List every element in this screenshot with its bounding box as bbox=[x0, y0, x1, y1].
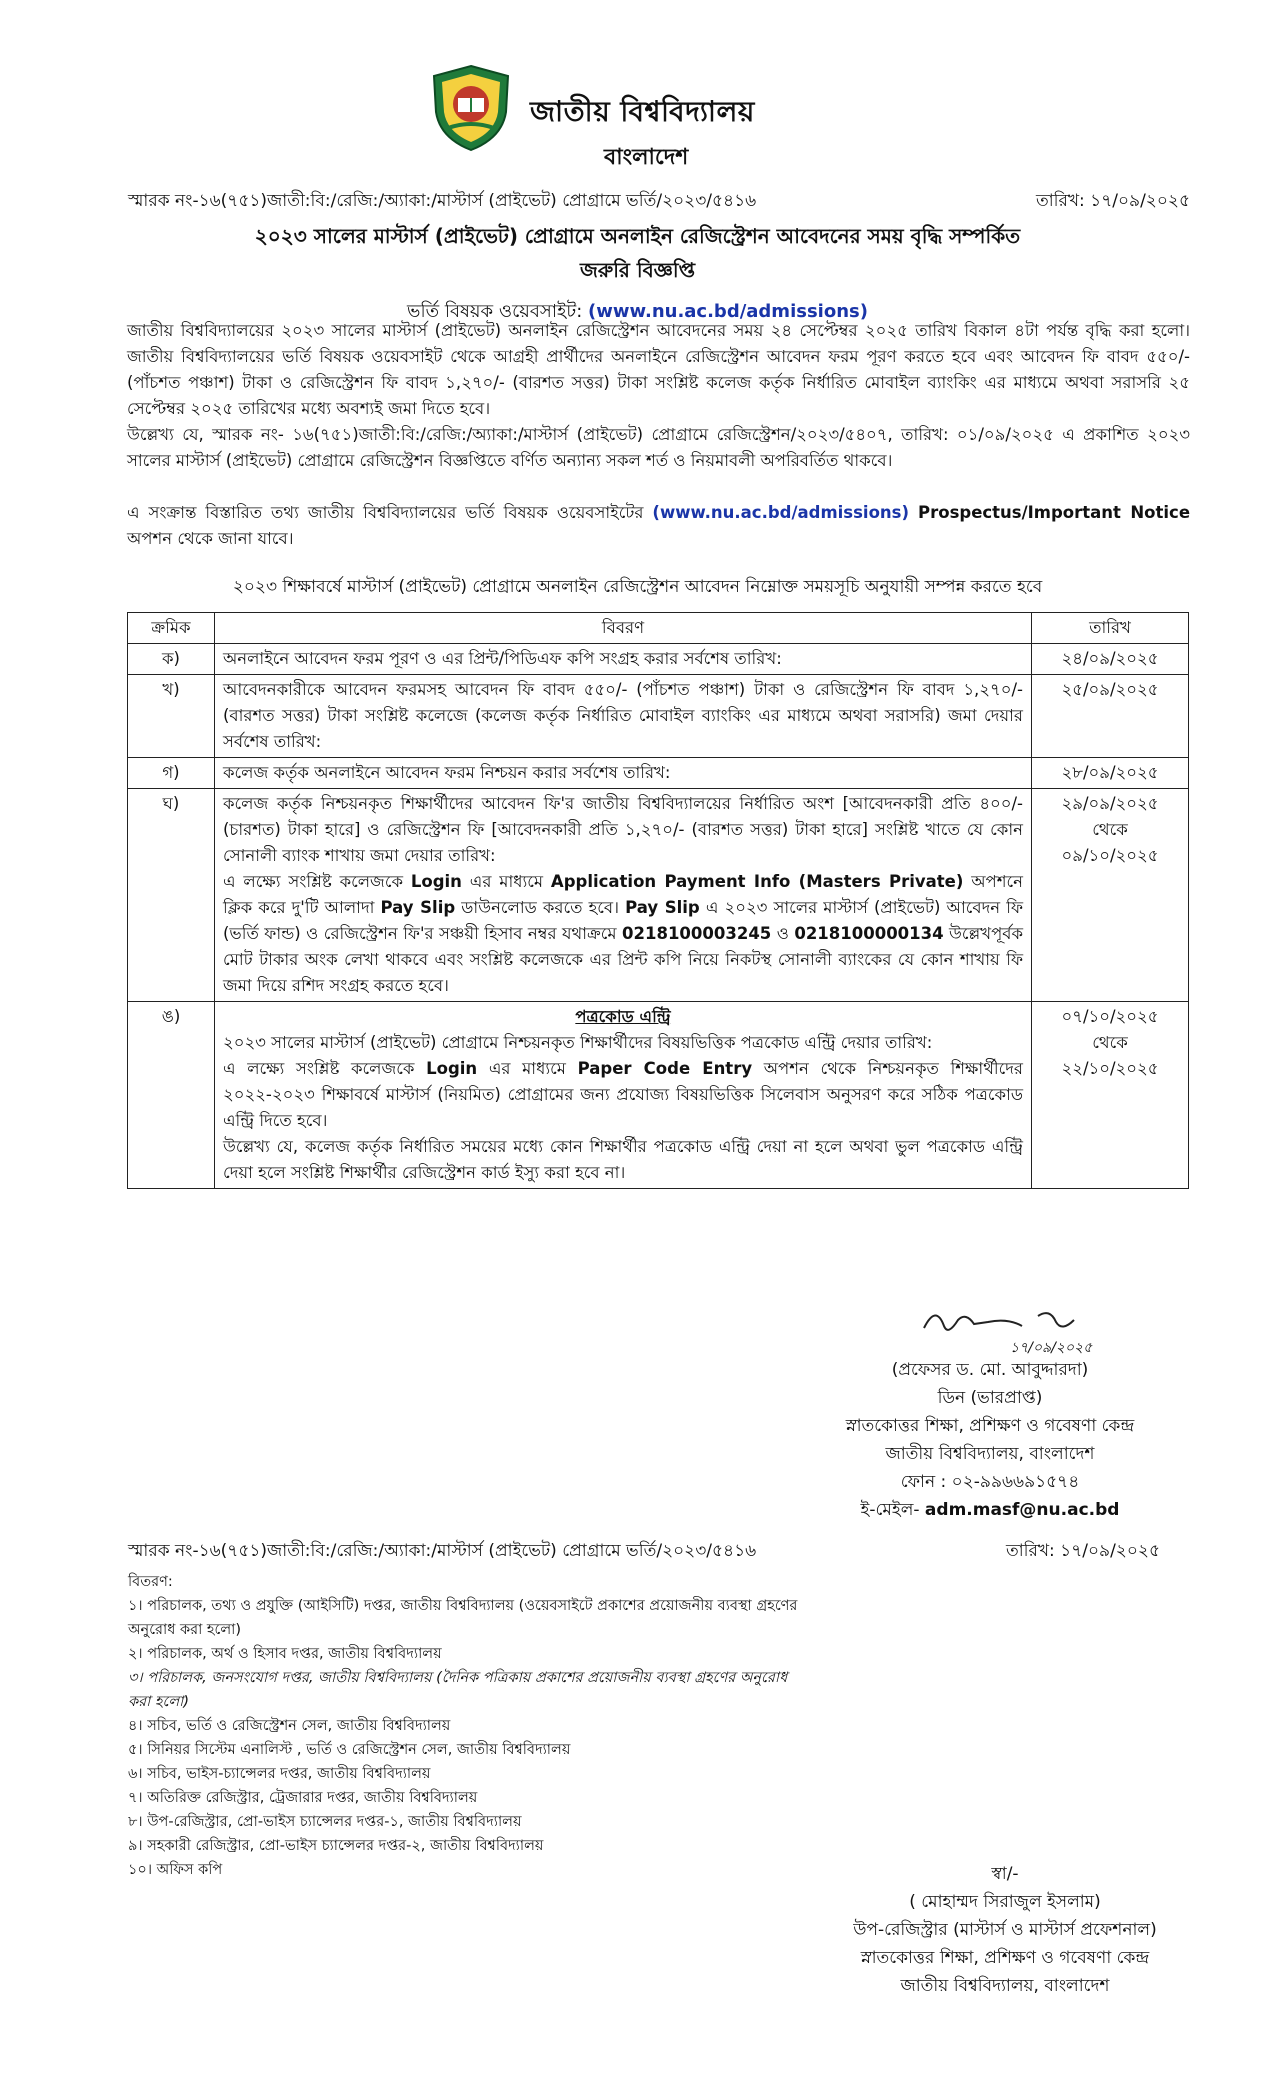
pay-slip-term: Pay Slip bbox=[380, 898, 456, 917]
date-to: ০৯/১০/২০২৫ bbox=[1061, 846, 1159, 865]
signature-date: ১৭/০৯/২০২৫ bbox=[1010, 1340, 1093, 1356]
paragraph-details bbox=[127, 500, 1190, 552]
row-serial: ঘ) bbox=[128, 789, 215, 1002]
distribution-list bbox=[128, 1570, 808, 1882]
signatory2-designation: উপ-রেজিস্ট্রার (মাস্টার্স ও মাস্টার্স প্রফেশনাল) bbox=[853, 1920, 1157, 1940]
paper-code-warning: উল্লেখ্য যে, কলেজ কর্তৃক নির্ধারিত সময়ের মধ্যে কোন শিক্ষার্থীর পত্রকোড এন্ট্রি দেয়া না হলে অথবা ভুল পত্রকোড এন্ট্রি দেয়া হলে সংশ্লিষ্ট শিক্ষার্থীর রেজিস্ট্রেশন কার্ড ইস্যু করা হবে না। bbox=[223, 1137, 1024, 1182]
date-separator: থেকে bbox=[1092, 820, 1128, 839]
distribution-title: বিতরণ: bbox=[128, 1574, 173, 1590]
login-term: Login bbox=[410, 872, 462, 891]
row-description: কলেজ কর্তৃক অনলাইনে আবেদন ফরম নিশ্চয়ন করার সর্বশেষ তারিখ: bbox=[215, 758, 1032, 789]
row-date: ২৮/০৯/২০২৫ bbox=[1032, 758, 1189, 789]
notice-title: ২০২৩ সালের মাস্টার্স (প্রাইভেট) প্রোগ্রামে অনলাইন রেজিস্ট্রেশন আবেদনের সময় বৃদ্ধি সম্পর্কিত bbox=[254, 224, 1021, 248]
row-description bbox=[215, 789, 1032, 1002]
list-item: ৩। পরিচালক, জনসংযোগ দপ্তর, জাতীয় বিশ্ববিদ্যালয় (দৈনিক পত্রিকায় প্রকাশের প্রয়োজনীয় ব্যবস্থা গ্রহণের অনুরোধ করা হলো) bbox=[128, 1670, 788, 1710]
memo-date: তারিখ: ১৭/০৯/২০২৫ bbox=[1035, 191, 1190, 211]
university-name: জাতীয় বিশ্ববিদ্যালয় bbox=[530, 95, 755, 128]
schedule-table bbox=[127, 612, 1189, 1189]
paragraph-conditions: উল্লেখ্য যে, স্মারক নং- ১৬(৭৫১)জাতী:বি:/রেজি:/অ্যাকা:/মাস্টার্স (প্রাইভেট) প্রোগ্রামে রেজিস্ট্রেশন/২০২৩/৫৪০৭, তারিখ: ০১/০৯/২০২৫ এ প্রকাশিত ২০২৩ সালের মাস্টার্স (প্রাইভেট) প্রোগ্রামে রেজিস্ট্রেশন বিজ্ঞপ্তিতে বর্ণিত অন্যান্য সকল শর্ত ও নিয়মাবলী অপরিবর্তিত থাকবে। bbox=[127, 425, 1190, 470]
email-label: ই-মেইল- bbox=[860, 1500, 920, 1520]
list-item: ২। পরিচালক, অর্থ ও হিসাব দপ্তর, জাতীয় বিশ্ববিদ্যালয় bbox=[128, 1646, 442, 1662]
payment-instruction-5: এ ২০২৩ সালের মাস্টার্স (প্রাইভেট) আবেদন ফি (ভর্তি ফান্ড) ও রেজিস্ট্রেশন ফি'র সঞ্চয়ী হিসাব নম্বর যথাক্রমে bbox=[223, 898, 1024, 943]
signatory-name: (প্রফেসর ড. মো. আবুদ্দারদা) bbox=[891, 1360, 1089, 1380]
payment-instruction-3: অপশনে ক্লিক করে দু'টি আলাদা bbox=[223, 872, 1023, 917]
details-website-link[interactable]: (www.nu.ac.bd/admissions) bbox=[652, 503, 910, 522]
payment-instruction-6: উল্লেখপূর্বক মোট টাকার অংক লেখা থাকবে এবং সংশ্লিষ্ট কলেজকে এর প্রিন্ট কপি নিয়ে নিকটস্থ সোনালী ব্যাংকের যে কোন শাখায় ফি জমা দিয়ে রশিদ সংগ্রহ করতে হবে। bbox=[223, 924, 1024, 995]
memo-reference: স্মারক নং-১৬(৭৫১)জাতী:বি:/রেজি:/অ্যাকা:/মাস্টার্স (প্রাইভেট) প্রোগ্রামে ভর্তি/২০২৩/৫৪১৬ bbox=[128, 191, 757, 211]
table-row bbox=[128, 1002, 1189, 1189]
notice-subtitle: জরুরি বিজ্ঞপ্তি bbox=[579, 258, 696, 282]
row-serial: খ) bbox=[128, 675, 215, 758]
details-text-end: অপশন থেকে জানা যাবে। bbox=[127, 529, 294, 548]
date-from: ২৯/০৯/২০২৫ bbox=[1061, 794, 1159, 813]
list-item: ১। পরিচালক, তথ্য ও প্রযুক্তি (আইসিটি) দপ্তর, জাতীয় বিশ্ববিদ্যালয় (ওয়েবসাইটে প্রকাশের প্রয়োজনীয় ব্যবস্থা গ্রহণের অনুরোধ করা হলো) bbox=[128, 1598, 798, 1638]
website-label: ভর্তি বিষয়ক ওয়েবসাইট: bbox=[407, 301, 583, 322]
col-serial: ক্রমিক bbox=[128, 613, 215, 644]
row-date bbox=[1032, 1002, 1189, 1189]
paper-code-instruction: এ লক্ষ্যে সংশ্লিষ্ট কলেজকে bbox=[223, 1059, 415, 1078]
row-description: অনলাইনে আবেদন ফরম পূরণ ও এর প্রিন্ট/পিডিএফ কপি সংগ্রহ করার সর্বশেষ তারিখ: bbox=[215, 644, 1032, 675]
paper-code-entry-option: Paper Code Entry bbox=[577, 1059, 753, 1078]
row-date: ২৪/০৯/২০২৫ bbox=[1032, 644, 1189, 675]
row-date: ২৫/০৯/২০২৫ bbox=[1032, 675, 1189, 758]
paper-code-instruction-3: অপশন থেকে নিশ্চয়নকৃত শিক্ষার্থীদের ২০২২-২০২৩ শিক্ষাবর্ষে মাস্টার্স (নিয়মিত) প্রোগ্রামের জন্য প্রযোজ্য বিষয়ভিত্তিক সিলেবাস অনুসরণ করে সঠিক পত্রকোড এন্ট্রি দিতে হবে। bbox=[223, 1059, 1023, 1130]
table-row bbox=[128, 758, 1189, 789]
signatory-email-line bbox=[790, 1496, 1190, 1524]
row-serial: ঙ) bbox=[128, 1002, 215, 1189]
list-item: ৮। উপ-রেজিস্ট্রার, প্রো-ভাইস চ্যান্সেলর দপ্তর-১, জাতীয় বিশ্ববিদ্যালয় bbox=[128, 1814, 522, 1830]
website-link[interactable]: (www.nu.ac.bd/admissions) bbox=[588, 301, 868, 322]
prospectus-option: Prospectus/Important Notice bbox=[918, 503, 1191, 522]
account-number-1: 0218100003245 bbox=[622, 924, 772, 943]
conjunction: ও bbox=[776, 924, 789, 943]
list-item: ৯। সহকারী রেজিস্ট্রার, প্রো-ভাইস চ্যান্সেলর দপ্তর-২, জাতীয় বিশ্ববিদ্যালয় bbox=[128, 1838, 544, 1854]
signatory-phone: ফোন : ০২-৯৯৬৬৯১৫৭৪ bbox=[900, 1472, 1080, 1492]
date-from: ০৭/১০/২০২৫ bbox=[1061, 1007, 1159, 1026]
email-link[interactable]: adm.masf@nu.ac.bd bbox=[924, 1500, 1120, 1520]
account-number-2: 0218100000134 bbox=[794, 924, 944, 943]
row-serial: ক) bbox=[128, 644, 215, 675]
list-item: ৬। সচিব, ভাইস-চ্যান্সেলর দপ্তর, জাতীয় বিশ্ববিদ্যালয় bbox=[128, 1766, 431, 1782]
row-description: আবেদনকারীকে আবেদন ফরমসহ আবেদন ফি বাবদ ৫৫০/- (পাঁচশত পঞ্চাশ) টাকা ও রেজিস্ট্রেশন ফি বাবদ ১,২৭০/- (বারশত সত্তর) টাকা সংশ্লিষ্ট কলেজে (কলেজ কর্তৃক নির্ধারিত মোবাইল ব্যাংকিং এর মাধ্যমে অথবা সরাসরি) জমা দেয়ার সর্বশেষ তারিখ: bbox=[215, 675, 1032, 758]
list-item: ৫। সিনিয়র সিস্টেম এনালিস্ট , ভর্তি ও রেজিস্ট্রেশন সেল, জাতীয় বিশ্ববিদ্যালয় bbox=[128, 1742, 571, 1758]
payment-text: কলেজ কর্তৃক নিশ্চয়নকৃত শিক্ষার্থীদের আবেদন ফি'র জাতীয় বিশ্ববিদ্যালয়ের নির্ধারিত অংশ [আবেদনকারী প্রতি ৪০০/- (চারশত) টাকা হারে] ও রেজিস্ট্রেশন ফি [আবেদনকারী প্রতি ১,২৭০/- (বারশত সত্তর) টাকা হারে] সংশ্লিষ্ট খাতে যে কোন সোনালী ব্যাংক শাখায় জমা দেয়ার তারিখ: bbox=[223, 794, 1023, 865]
date-to: ২২/১০/২০২৫ bbox=[1061, 1059, 1159, 1078]
col-description: বিবরণ bbox=[215, 613, 1032, 644]
pay-slip-term: Pay Slip bbox=[625, 898, 700, 917]
table-row bbox=[128, 675, 1189, 758]
payment-instruction: এ লক্ষ্যে সংশ্লিষ্ট কলেজকে bbox=[223, 872, 403, 891]
table-header-row bbox=[128, 613, 1189, 644]
details-text: এ সংক্রান্ত বিস্তারিত তথ্য জাতীয় বিশ্ববিদ্যালয়ের ভর্তি বিষয়ক ওয়েবসাইটের bbox=[127, 503, 644, 522]
payment-instruction-4: ডাউনলোড করতে হবে। bbox=[461, 898, 619, 917]
schedule-heading: ২০২৩ শিক্ষাবর্ষে মাস্টার্স (প্রাইভেট) প্রোগ্রামে অনলাইন রেজিস্ট্রেশন আবেদন নিম্নোক্ত সময়সূচি অনুযায়ী সম্পন্ন করতে হবে bbox=[232, 577, 1043, 597]
paper-code-subheading: পত্রকোড এন্ট্রি bbox=[575, 1007, 671, 1026]
list-item: ১০। অফিস কপি bbox=[128, 1862, 223, 1878]
university-logo bbox=[428, 62, 514, 154]
table-row bbox=[128, 644, 1189, 675]
signatory2-sign: স্বা/- bbox=[991, 1864, 1019, 1884]
payment-instruction-2: এর মাধ্যমে bbox=[469, 872, 544, 891]
row-date bbox=[1032, 789, 1189, 1002]
signatory-block-2 bbox=[790, 1860, 1220, 2000]
signatory-designation: ডিন (ভারপ্রাপ্ত) bbox=[937, 1388, 1043, 1408]
signatory-block bbox=[790, 1356, 1190, 1524]
row-description bbox=[215, 1002, 1032, 1189]
signatory2-institution: জাতীয় বিশ্ববিদ্যালয়, বাংলাদেশ bbox=[900, 1976, 1110, 1996]
table-row bbox=[128, 789, 1189, 1002]
col-date: তারিখ bbox=[1032, 613, 1189, 644]
login-term: Login bbox=[426, 1059, 478, 1078]
footer-date: তারিখ: ১৭/০৯/২০২৫ bbox=[1005, 1541, 1160, 1561]
footer-reference: স্মারক নং-১৬(৭৫১)জাতী:বি:/রেজি:/অ্যাকা:/মাস্টার্স (প্রাইভেট) প্রোগ্রামে ভর্তি/২০২৩/৫৪১৬ bbox=[128, 1541, 757, 1561]
date-separator: থেকে bbox=[1092, 1033, 1128, 1052]
paper-code-text: ২০২৩ সালের মাস্টার্স (প্রাইভেট) প্রোগ্রামে নিশ্চয়নকৃত শিক্ষার্থীদের বিষয়ভিত্তিক পত্রকোড এন্ট্রি দেয়ার তারিখ: bbox=[223, 1033, 933, 1052]
signatory2-office: স্নাতকোত্তর শিক্ষা, প্রশিক্ষণ ও গবেষণা কেন্দ্র bbox=[860, 1948, 1150, 1968]
list-item: ৭। অতিরিক্ত রেজিস্ট্রার, ট্রেজারার দপ্তর, জাতীয় বিশ্ববিদ্যালয় bbox=[128, 1790, 478, 1806]
list-item: ৪। সচিব, ভর্তি ও রেজিস্ট্রেশন সেল, জাতীয় বিশ্ববিদ্যালয় bbox=[128, 1718, 451, 1734]
country-name: বাংলাদেশ bbox=[604, 145, 689, 170]
signatory2-name: ( মোহাম্মদ সিরাজুল ইসলাম) bbox=[909, 1892, 1101, 1912]
row-serial: গ) bbox=[128, 758, 215, 789]
paper-code-instruction-2: এর মাধ্যমে bbox=[488, 1059, 566, 1078]
signatory-office: স্নাতকোত্তর শিক্ষা, প্রশিক্ষণ ও গবেষণা কেন্দ্র bbox=[845, 1416, 1135, 1436]
signatory-institution: জাতীয় বিশ্ববিদ্যালয়, বাংলাদেশ bbox=[885, 1444, 1095, 1464]
paragraph-extension: জাতীয় বিশ্ববিদ্যালয়ের ২০২৩ সালের মাস্টার্স (প্রাইভেট) অনলাইন রেজিস্ট্রেশন আবেদনের সময় ২৪ সেপ্টেম্বর ২০২৫ তারিখ বিকাল ৪টা পর্যন্ত বৃদ্ধি করা হলো। জাতীয় বিশ্ববিদ্যালয়ের ভর্তি বিষয়ক ওয়েবসাইট থেকে আগ্রহী প্রার্থীদের অনলাইনে রেজিস্ট্রেশন আবেদন ফরম পূরণ করতে হবে এবং আবেদন ফি বাবদ ৫৫০/- (পাঁচশত পঞ্চাশ) টাকা ও রেজিস্ট্রেশন ফি বাবদ ১,২৭০/- (বারশত সত্তর) টাকা সংশ্লিষ্ট কলেজ কর্তৃক নির্ধারিত মোবাইল ব্যাংকিং এর মাধ্যমে অথবা সরাসরি ২৫ সেপ্টেম্বর ২০২৫ তারিখের মধ্যে অবশ্যই জমা দিতে হবে। bbox=[127, 321, 1190, 418]
payment-info-option: Application Payment Info (Masters Private) bbox=[550, 872, 964, 891]
